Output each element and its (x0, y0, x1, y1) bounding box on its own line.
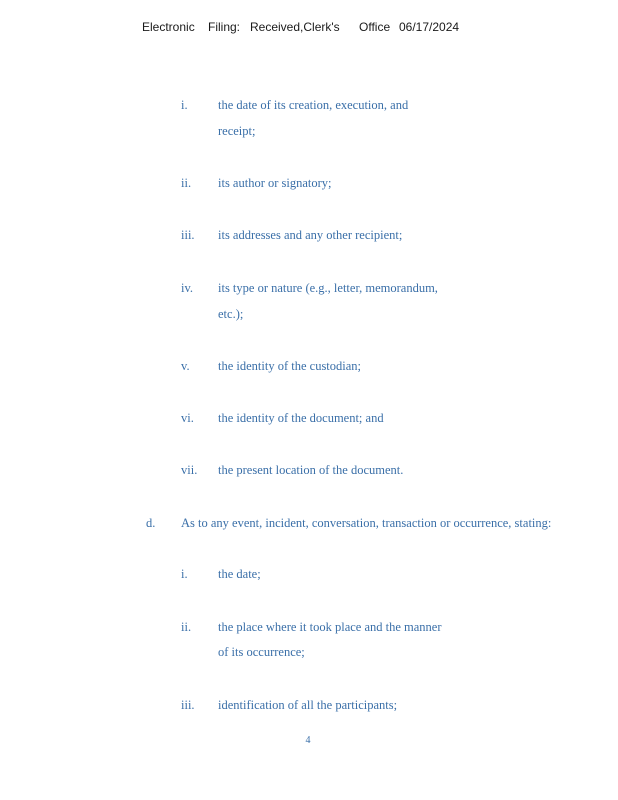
list-item-text: identification of all the participants; (218, 698, 398, 712)
list-item-text: its author or signatory; (218, 176, 332, 190)
list-numeral: iii. (181, 698, 195, 712)
page-number: 4 (305, 735, 311, 746)
list-numeral: iv. (181, 281, 194, 295)
list-item-text: its type or nature (e.g., letter, memorandum, (218, 281, 438, 295)
list-item-text: the place where it took place and the manner (218, 620, 442, 634)
header-word-office: Office (359, 20, 391, 34)
list-numeral: ii. (181, 620, 192, 634)
header-date: 06/17/2024 (399, 20, 460, 34)
list-item-text: the identity of the document; and (218, 411, 384, 425)
list-numeral: ii. (181, 176, 192, 190)
list-item-text: its addresses and any other recipient; (218, 228, 403, 242)
section-heading-text: As to any event, incident, conversation, transaction or occurrence, stating: (181, 516, 552, 530)
list-item-text: the date; (218, 567, 261, 581)
list-numeral: v. (181, 359, 190, 373)
list-item-continuation: of its occurrence; (218, 645, 305, 659)
list-numeral: iii. (181, 228, 195, 242)
section-letter: d. (146, 516, 156, 530)
header-word-received-clerks: Received,Clerk's (250, 20, 340, 34)
list-numeral: i. (181, 567, 188, 581)
list-item-continuation: receipt; (218, 124, 256, 138)
list-item-text: the present location of the document. (218, 463, 404, 477)
list-item-text: the identity of the custodian; (218, 359, 362, 373)
list-item-continuation: etc.); (218, 307, 244, 321)
list-numeral: i. (181, 98, 188, 112)
list-numeral: vi. (181, 411, 194, 425)
header-word-electronic: Electronic (142, 20, 195, 34)
list-item-text: the date of its creation, execution, and (218, 98, 409, 112)
header-word-filing: Filing: (208, 20, 241, 34)
list-numeral: vii. (181, 463, 198, 477)
